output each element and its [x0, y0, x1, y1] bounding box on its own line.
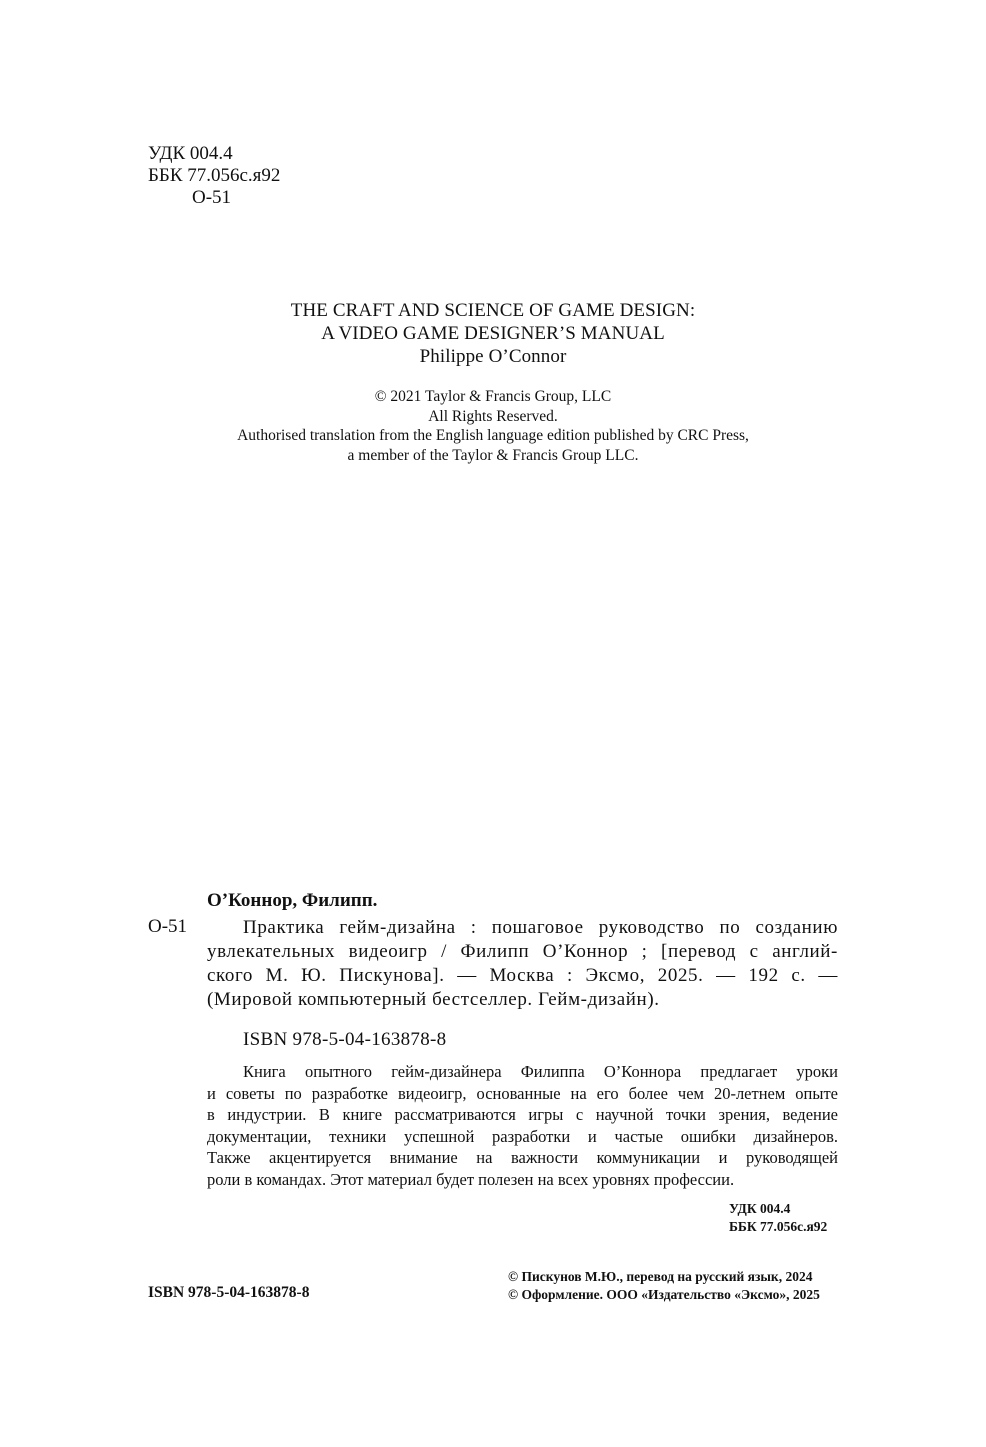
translation-notice-line-1: Authorised translation from the English language edition published by CRC Press,	[237, 427, 749, 444]
original-edition-block	[0, 299, 986, 368]
annotation-paragraph	[207, 1061, 838, 1190]
catalog-entry-line: увлекательных видеоигр / Филипп О’Коннор ; [перевод с англий-	[207, 941, 838, 962]
annotation-line: Также акцентируется внимание на важности коммуникации и руководящей	[207, 1148, 838, 1167]
catalog-isbn: ISBN 978-5-04-163878-8	[243, 1029, 447, 1050]
annotation-line: и советы по разработке видеоигр, основанные на его более чем 20-летнем опыте	[207, 1083, 838, 1103]
catalog-entry-line: ского М. Ю. Пискунова]. — Москва : Эксмо, 2025. — 192 с. —	[207, 965, 838, 986]
annotation-line: документации, техники успешной разработки и частые ошибки дизайнеров.	[207, 1126, 838, 1146]
copyright-design: © Оформление. ООО «Издательство «Эксмо», 2025	[508, 1287, 820, 1302]
rights-reserved-line: All Rights Reserved.	[428, 407, 558, 425]
original-title-line-1: THE CRAFT AND SCIENCE OF GAME DESIGN:	[290, 300, 696, 321]
annotation-line: в индустрии. В книге рассматриваются игры с научной точки зрения, ведение	[207, 1105, 838, 1124]
udk-code: УДК 004.4	[148, 143, 233, 164]
original-title-line-2: A VIDEO GAME DESIGNER’S MANUAL	[321, 323, 665, 344]
bbk-code: ББК 77.056с.я92	[148, 165, 281, 186]
footer-classification	[729, 1200, 827, 1236]
original-author: Philippe O’Connor	[419, 346, 567, 367]
annotation-line: Книга опытного гейм-дизайнера Филиппа О’Коннора предлагает уроки	[243, 1062, 838, 1081]
rights-block	[0, 387, 986, 465]
author-mark: О-51	[192, 187, 232, 208]
catalog-entry-line: Практика гейм-дизайна : пошаговое руководство по созданию	[243, 917, 838, 938]
footer-bbk: ББК 77.056с.я92	[729, 1219, 828, 1234]
classification-block	[148, 143, 280, 209]
catalog-author-heading: О’Коннор, Филипп.	[207, 890, 378, 911]
catalog-entry-line: (Мировой компьютерный бестселлер. Гейм-дизайн).	[207, 989, 660, 1010]
footer-isbn: ISBN 978-5-04-163878-8	[148, 1284, 310, 1301]
footer-udk: УДК 004.4	[729, 1201, 791, 1216]
footer-copyrights	[508, 1268, 820, 1304]
annotation-line: роли в командах. Этот материал будет полезен на всех уровнях профессии.	[207, 1169, 735, 1189]
catalog-entry-text	[207, 916, 838, 1012]
copyright-translation: © Пискунов М.Ю., перевод на русский язык, 2024	[508, 1269, 813, 1284]
catalog-author-mark: О-51	[148, 916, 188, 937]
copyright-line: © 2021 Taylor & Francis Group, LLC	[374, 388, 612, 405]
translation-notice-line-2: a member of the Taylor & Francis Group LLC.	[347, 446, 639, 464]
